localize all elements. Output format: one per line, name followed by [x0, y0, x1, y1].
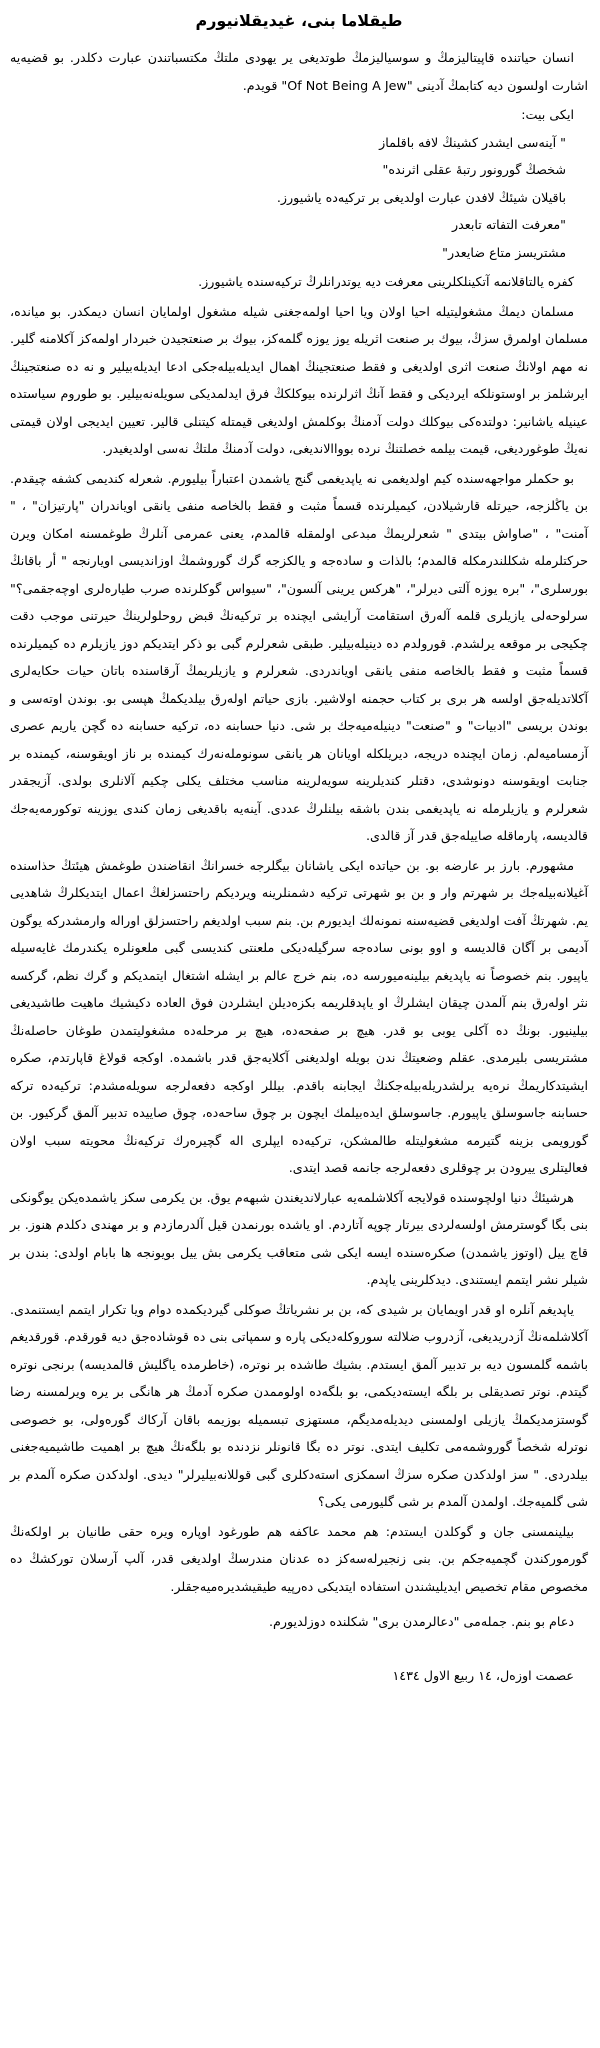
- verse-line: مشتریسز متاع ضایعدر": [442, 244, 566, 260]
- verse-line: "معرفت التفاته تابعدر: [451, 217, 566, 232]
- body-paragraph: بو حکملر مواجهەسنده کیم اولدیغمی نه یاپدیغمی گنج یاشمدن اعتباراً بیلیورم. شعرله کندیمی کشفه چیقدم. بن یاڭلزجه، حیرتله قارشیلادن، کیمیلرنده قسماً مثبت و فقط بالخاصه منفی یانقی اویاندران "پارتیزان" ، " آمنت" ، "صاواش بیتدی " شعرلریمڭ مبدعی اولمقله قالمدم، یعنی عمرمی آنلرڭ طوغمسنه امکان ویرن حرکتلرمله شکللندرمکله قالمدم؛ بالذات و سادەجه و یالکزجه گرك گوروشمڭ اوزاندیسی اویارنجه " أر باقانڭ بورسلری"، "بره یوزه آلتی دیرلر"، "هرکس یرینی آلسون"، "سیواس گوکلرنده صرب طیارەلری اوچەجقمی؟" سرلوحەلی یازیلری قلمه آلەرق استقامت آرایشی ایچنده بر ترکیەنڭ قبض روحلولرینڭ حیرتنی موجب دقت چکیجی بر موقعه یرلشدم. قورولدم ده دینیلەبیلیر. طبقی شعرلرم گبی بو ذکر ایتدیکم دوز یازیلرم ده کیمیلرنده قسماً مثبت و فقط بالخاصه منفی یانقی اویاندردی. شعرلرم و یازیلریمڭ آرقاسنده باتان حیات حکایەلری آکلاتدیلەجق اولسه هر بری بر کتاب حجمنه اولاشیر. بازی حیاتم اولەرق بیلدیکمڭ هپسی بو. بوندن اوتەسی و بوندن بریسی "ادبیات" و "صنعت" دینیلەمیەجك بر شی. دنیا حسابنه ده، ترکیه حسابنه ده گچن یاریم عصری آزمسامیەلم. زمان ایچنده دریجه، دیریلکله اویانان هر یانقی سونوملەنەرك کیمندە بر ناز اویقوسنە، کیمنده بر جنابت اویقوسنه دونوشدی، دقتلر کندیلرینه سویەلرینه مناسب مختلف یکلی چکیم آلانلری بولدی. آزیجقدر شعرلرم و یازیلرمله نه یاپدیغمی بندن باشقه بیلنلرڭ عددی. آینەیه باقدیغی زمان کندی یوزینه توکورمەیەجك قالدیسه، پارماقله صاییلەجق قدر آز قالدی.: [10, 470, 588, 843]
- intro-paragraph: انسان حیاتنده قاپیتالیزمڭ و سوسیالیزمڭ طوتدیغی یر یهودی ملتڭ مکتسباتندن عبارت دکلدر. بو قضیەیه اشارت اولسون دیه کتابمڭ آدینی "Of Not Being A Jew" قویدم.: [10, 50, 588, 93]
- body-paragraph: مشهورم. بارز بر عارضه بو. بن حیاتده ایکی یاشانان بیگلرجه خسرانڭ انقاضندن طوغمش هیئتڭ حذاسنده آغیلانەبیلەجك بر شهرتم وار و بن بو شهرتی ترکیه دشمنلرینه ویردیکم راحتسزلغڭ اعمال ایتدیکلرڭ شاهدیی یم. شهرتڭ آفت اولدیغی قضیەسنه نمونەلك ایدیورم بن. بنم سبب اولدیغم راحتسزلق اوراله وارمشدرکه یوگون آدیمی بر آگان قالدیسه و اوو بونی سادەجه سرگیلەدیکی ملعنتی کندیسی گبی ملعونلره یکندرمك غایەسیله یاپیور. بنم خصوصاً نه یاپدیغم بیلینەمیورسه ده، بنم خرج عالم بر ایشله اشتغال ایتمدیکم و گرك نظم، گرکسه نثر اولەرق بنم آلمدن چیقان ایشلرڭ او یاپدقلریمه بکزەدیلن ایشلردن فوق العاده دکیشیك ماهیت طاشیدیغی بیلینیور. بونڭ ده آکلی یوبی بو قدر. هیچ بر صفحەده، هیچ بر مرحلەده مشغولیتمدن طوغان حاصلەنڭ مشتریسی بلیرمدی. عقلم وضعیتڭ ندن بویله اولدیغنی آکلایەجق قدر باشمده. اوکجه قولاغ قاپارتدم، صکره ایشیتدکاریمڭ نرەیه یرلشدریلەبیلەجکنڭ ایجابنه باقدم. بیللر اوکجه دفعەلرجه سویلەمشدم: ترکیەده ترکه حسابنه جاسوسلق یاپیورم. جاسوسلق ایدەبیلمك ایچون بر چوق ساحەده، چوق صاییده تدبیر آلمق گرکیور. بن گورویمی بزینه گتیرمه مشغولیتله طالمشکن، ترکیەده ایپلری اله گچیرەرك ترکیەنڭ محویته سبب اولان فعالیتلری ییرودن بر چوقلری دفعەلرجه جانمه قصد ایتدی.: [10, 857, 588, 1175]
- document-title: طیقلاما بنی، غیدیقلانیورم: [195, 11, 403, 30]
- body-paragraph: بیلینمسنی جان و گوکلدن ایستدم: هم محمد عاکفه هم طورغود اوپاره ویرە حقی طانیان بر اولکەنڭ گورمورکندن گچمیەجکم بن. بنی زنجیرلەسەكز ده عدنان مندرسڭ اولدیغی قدر، آلپ آرسلان توركشڭ ده مخصوص مقام تخصیص ایدیلیشندن استفاده ایتدیکی دەرپیه طیقیشدیرەمیەجقلر.: [10, 1523, 588, 1594]
- body-paragraph: مسلمان دیمڭ مشغولیتیله احیا اولان ویا احیا اولمەجغنی شیله مشغول اولمایان انسان دیمکدر. بو میانده، مسلمان اولمرق سزڭ، بیوك بر صنعت اثریله یوز یوزه گلمه‌كز، بیوك بر صنعتجیدن خبردار اولمه‌كز آکلامنه گلیر. نه مهم اولانڭ صنعت اثری اولدیغی و فقط صنعتجینڭ اهمال ایدیلەبیلەجکی ادعا ایدیلەبیلیر و نه ده صنعتجینڭ ایرشلمز بر اوستونلکه ایردیکی و فقط آنڭ اثرلرنده بیوکلکڭ فرق ایدلمدیکی سویلەنەبیلیر. بو طوروم سیاستده عینیله یاشانیر: دولتده‌کی بیوکلك دولت آدمنڭ بوکلمش اولدیغی قیمتله کیتنلی قالیر. تعیین ایدیجی اولان قیمتی نه‌یڭ طوغوردیغی، قیمت بیلمه خصلتنڭ نرده بوواالاندیغی، دولت آدمنڭ ملتڭ نەسی اولدیغیدر.: [10, 303, 588, 456]
- body-paragraph: هرشیئڭ دنیا اولچوسنده قولایجه آکلاشلمەیه عبارلاندیغندن شبهەم یوق. بن یکرمی سکز یاشمدەیکن یوگونکی بنی بگا گوسترمش اولسەلردی بیرتار چوپه آتاردم. او یاشده بورنمدن قیل آلدرمازدم و بر مهندی دکلدم هنوز. بر قاچ ییل (اوتوز یاشمدن) صکرەسنده ایسه ایکی شی متعاقب یکرمی بش ییل بویونجه ها بابام اولدی: بندن بر شیلر نشر ایتمم ایستندی. دیدکلرینی یاپدم.: [10, 1189, 588, 1287]
- body-paragraph: کفره یالتاقلانمه آتکینلکلرینی معرفت دیه یوتدرانلرڭ ترکیەسنده یاشیورز.: [198, 274, 574, 289]
- body-paragraph: یاپدیغم آنلره او قدر اویمایان بر شیدی که، بن بر نشریاتڭ صوکلی گیردیکمده دوام ویا تکرار ایتمم ایستنمدی. آکلاشلمەنڭ آزدریدیغی، آزدروب ضلالتە سوروکلەدیکی پاره و سمپاتی بنی ده قوشادەجق دیه قورقدم. قورقدیغم باشمه گلمسون دیه بر تدبیر آلمق ایستدم. بشیك طاشده بر نوتره، (خاطرمده یاگلیش قالمدیسه) برنجی نوتره گیتدم. نوتر تصدیقلی بر بلگه ایستەدیکمی، بو بلگەده اولوممدن صکره آدمڭ هر هانگی بر یره ویرلمسنه رضا گوستزمدیکمڭ یازیلی اولمسنی دیدیلەمدیگم، مستهزی تبسمیله بوزیمه باقان آرکاك گورەولی، بو خصوصی نوترله شخصاً گوروشمەمی تکلیف ایتدی. نوتر ده بگا قانونلر نزدنده بو بلگەنڭ هیچ بر اهمیت طاشیمیەجغنی بیلدردی. " سز اولدکدن صکره سزڭ اسمکزی استەدکلری گبی قوللانەبیلیرلر" دیدی. اولدکدن صکره آلمدم بر شی گلمیەجك. اولمدن آلمدم بر شی گلیورمی یکی؟: [10, 1301, 588, 1509]
- verse-line: " آینەسی ایشدر کشینڭ لافه باقلماز: [379, 134, 566, 150]
- verse-line: شخصڭ گورونور رتبۀ عقلی اثرنده": [382, 162, 566, 177]
- verse-heading: ایکی بیت:: [521, 107, 574, 122]
- author-date-line: عصمت اوزەل، ١٤ ربیع الاول ١٤٣٤: [392, 1667, 574, 1683]
- sign-off-line: دعام بو بنم. جملەمی "دعالرمدن بری" شکلنده دوزلدیورم.: [268, 1614, 574, 1629]
- verse-line: باقیلان شیئڭ لافدن عبارت اولدیغی بر ترکیەده یاشیورز.: [276, 189, 566, 205]
